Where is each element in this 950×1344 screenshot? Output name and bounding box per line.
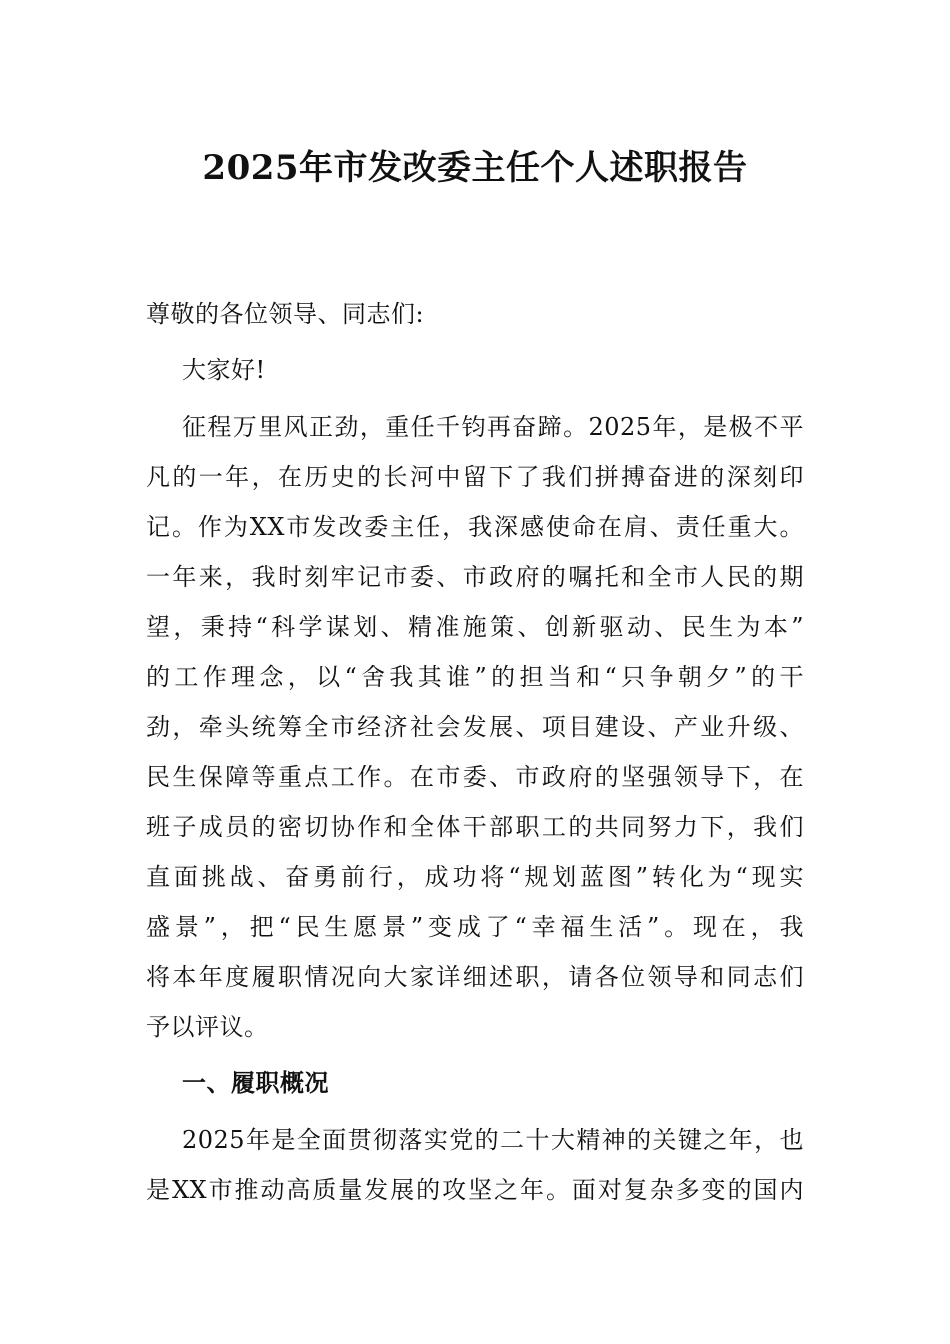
intro-line-13: 予以评议。: [146, 1013, 269, 1041]
section-heading-1: 一、履职概况: [182, 1068, 329, 1097]
intro-line-2: 凡的一年，在历史的长河中留下了我们拼搏奋进的深刻印: [146, 463, 804, 491]
section1-line-2: 是XX市推动高质量发展的攻坚之年。面对复杂多变的国内: [146, 1176, 804, 1204]
intro-line-4: 一年来，我时刻牢记市委、市政府的嘱托和全市人民的期: [146, 563, 804, 591]
salutation: 尊敬的各位领导、同志们:: [146, 300, 425, 328]
intro-line-1: 征程万里风正劲，重任千钧再奋蹄。2025年，是极不平: [182, 413, 804, 441]
intro-line-12: 将本年度履职情况向大家详细述职，请各位领导和同志们: [146, 963, 804, 991]
intro-line-7: 劲，牵头统筹全市经济社会发展、项目建设、产业升级、: [146, 713, 804, 741]
intro-line-9: 班子成员的密切协作和全体干部职工的共同努力下，我们: [146, 813, 804, 841]
intro-line-6: 的工作理念，以“舍我其谁”的担当和“只争朝夕”的干: [146, 663, 804, 691]
document-title: 2025年市发改委主任个人述职报告: [202, 148, 748, 188]
intro-line-3: 记。作为XX市发改委主任，我深感使命在肩、责任重大。: [146, 513, 804, 541]
greeting: 大家好!: [182, 356, 266, 384]
intro-line-10: 直面挑战、奋勇前行，成功将“规划蓝图”转化为“现实: [146, 863, 804, 891]
section1-line-1: 2025年是全面贯彻落实党的二十大精神的关键之年，也: [182, 1126, 804, 1154]
intro-line-5: 望，秉持“科学谋划、精准施策、创新驱动、民生为本”: [146, 613, 804, 641]
intro-line-8: 民生保障等重点工作。在市委、市政府的坚强领导下，在: [146, 763, 804, 791]
intro-line-11: 盛景”，把“民生愿景”变成了“幸福生活”。现在，我: [146, 913, 804, 941]
